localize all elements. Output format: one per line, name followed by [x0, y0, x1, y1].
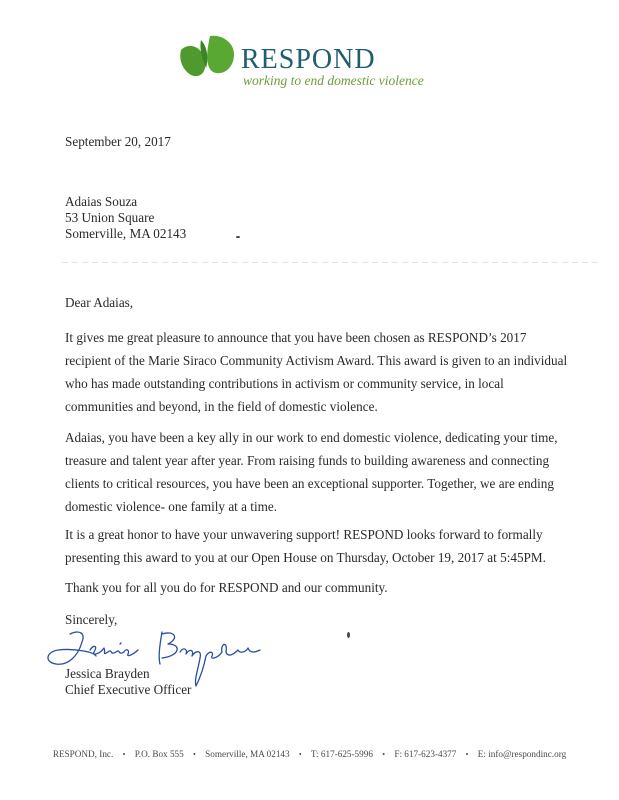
footer-city: Somerville, MA 02143	[205, 749, 290, 759]
bullet-separator: •	[122, 750, 126, 759]
signer-name: Jessica Brayden	[65, 666, 150, 681]
body-paragraph-2: Adaias, you have been a key ally in our work to end domestic violence, dedicating your time, treasure and talent year after year. From raising funds to building awareness and connecting clients to critical resources, you have been an exceptional supporter. Together, we are ending domestic violence- one family at a time.	[65, 430, 558, 514]
bullet-separator: •	[298, 750, 302, 759]
footer-org: RESPOND, Inc.	[52, 749, 114, 759]
closing: Sincerely,	[65, 612, 118, 627]
org-wordmark: respond	[241, 32, 376, 77]
scan-speck	[347, 632, 350, 638]
body-paragraph-1: It gives me great pleasure to announce that you have been chosen as RESPOND’s 2017 recipient of the Marie Siraco Community Activism Award. This award is given to an individual who has made outstanding contributions in activism or community service, in local communities and beyond, in the field of domestic violence.	[65, 330, 568, 414]
bullet-separator: •	[382, 750, 386, 759]
signer-title: Chief Executive Officer	[65, 682, 192, 697]
body-paragraph-3: It is a great honor to have your unwavering support! RESPOND looks forward to formally presenting this award to you at our Open House on Thursday, October 19, 2017 at 5:45PM.	[65, 527, 546, 565]
footer-email[interactable]: E: info@respondinc.org	[477, 749, 567, 759]
recipient-address	[65, 194, 186, 242]
scan-artifact-line	[62, 262, 602, 263]
signer-block	[65, 666, 191, 698]
footer-po-box: P.O. Box 555	[134, 749, 184, 759]
leaves-icon	[177, 32, 239, 82]
recipient-city: Somerville, MA 02143	[65, 226, 187, 241]
letterhead-logo	[177, 32, 437, 92]
letter-date: September 20, 2017	[65, 134, 171, 149]
footer-phone: T: 617-625-5996	[310, 749, 373, 759]
org-tagline: working to end domestic violence	[243, 73, 424, 88]
letter-footer	[0, 749, 619, 759]
recipient-name: Adaias Souza	[65, 194, 138, 209]
scan-speck	[236, 236, 240, 238]
leaf-right-icon	[207, 36, 234, 74]
bullet-separator: •	[465, 750, 469, 759]
footer-fax: F: 617-623-4377	[394, 749, 457, 759]
bullet-separator: •	[193, 750, 196, 759]
salutation: Dear Adaias,	[65, 295, 134, 310]
recipient-street: 53 Union Square	[65, 210, 155, 225]
body-paragraph-4: Thank you for all you do for RESPOND and our community.	[65, 580, 388, 595]
